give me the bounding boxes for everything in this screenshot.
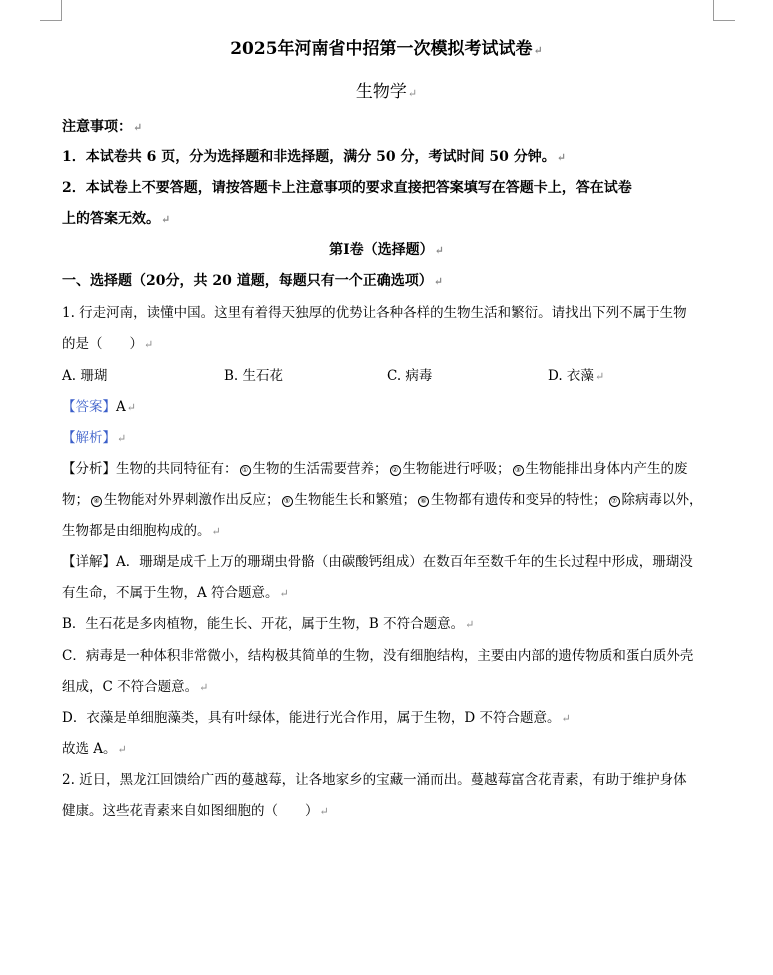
q1-option-d: D. 衣藻↵ bbox=[548, 368, 605, 384]
notice-item-1: 1．本试卷共 6 页，分为选择题和非选择题，满分 50 分，考试时间 50 分钟。↵ bbox=[62, 149, 566, 165]
notice-item-2: 2．本试卷上不要答题，请按答题卡上注意事项的要求直接把答案填写在答题卡上，答在试卷 bbox=[62, 180, 632, 196]
q1-option-a: A. 珊瑚 bbox=[62, 368, 108, 384]
q1-fenxi: 【分析】生物的共同特征有： ① 生物的生活需要营养； ② 生物能进行呼吸； ③ 生物能排出身体内产生的废 bbox=[62, 461, 688, 477]
q1-stem: 1. 行走河南，读懂中国。这里有着得天独厚的优势让各种各样的生物生活和繁衍。请找出下列不属于生物 bbox=[62, 305, 687, 321]
page-corner-mark bbox=[40, 20, 62, 21]
q2-stem-cont: 健康。这些花青素来自如图细胞的（ ）↵ bbox=[62, 803, 329, 819]
q1-option-b: B. 生石花 bbox=[224, 368, 284, 384]
exam-title: 2025年河南省中招第一次模拟考试试卷↵ bbox=[230, 39, 543, 59]
q1-detail-a-cont: 有生命，不属于生物，A 符合题意。↵ bbox=[62, 585, 289, 601]
q1-conclusion: 故选 A。↵ bbox=[62, 741, 127, 757]
q1-answer: 【答案】A↵ bbox=[62, 399, 136, 415]
q1-analysis-label: 【解析】↵ bbox=[62, 430, 127, 446]
q1-detail-b: B．生石花是多肉植物，能生长、开花，属于生物，B 不符合题意。↵ bbox=[62, 616, 475, 632]
page-corner-mark bbox=[61, 0, 62, 20]
notice-heading: 注意事项：↵ bbox=[62, 119, 143, 135]
page-corner-mark bbox=[713, 0, 714, 20]
q1-fenxi-cont: 物； ④ 生物能对外界刺激作出反应； ⑤ 生物能生长和繁殖； ⑥ 生物都有遗传和变异的特性； ⑦ 除病毒以外， bbox=[62, 492, 703, 508]
section-title: 一、选择题（20分，共 20 道题，每题只有一个正确选项）↵ bbox=[62, 273, 443, 289]
q1-detail-a: 【详解】A．珊瑚是成千上万的珊瑚虫骨骼（由碳酸钙组成）在数百年至数千年的生长过程中形成，珊瑚没 bbox=[62, 554, 693, 570]
q1-detail-c: C．病毒是一种体积非常微小，结构极其简单的生物，没有细胞结构，主要由内部的遗传物质和蛋白质外壳 bbox=[62, 648, 694, 664]
q1-detail-c-cont: 组成，C 不符合题意。↵ bbox=[62, 679, 209, 695]
volume-title: 第Ⅰ卷（选择题）↵ bbox=[329, 242, 444, 258]
q2-stem: 2. 近日，黑龙江回馈给广西的蔓越莓，让各地家乡的宝藏一涌而出。蔓越莓富含花青素，有助于维护身体 bbox=[62, 772, 687, 788]
q1-stem-cont: 的是（ ）↵ bbox=[62, 336, 154, 352]
page-corner-mark bbox=[713, 20, 735, 21]
subject-title: 生物学↵ bbox=[355, 82, 418, 102]
notice-item-2-cont: 上的答案无效。↵ bbox=[62, 211, 171, 227]
q1-option-c: C. 病毒 bbox=[387, 368, 433, 384]
q1-fenxi-end: 生物都是由细胞构成的。↵ bbox=[62, 523, 221, 539]
q1-detail-d: D．衣藻是单细胞藻类，具有叶绿体，能进行光合作用，属于生物，D 不符合题意。↵ bbox=[62, 710, 571, 726]
